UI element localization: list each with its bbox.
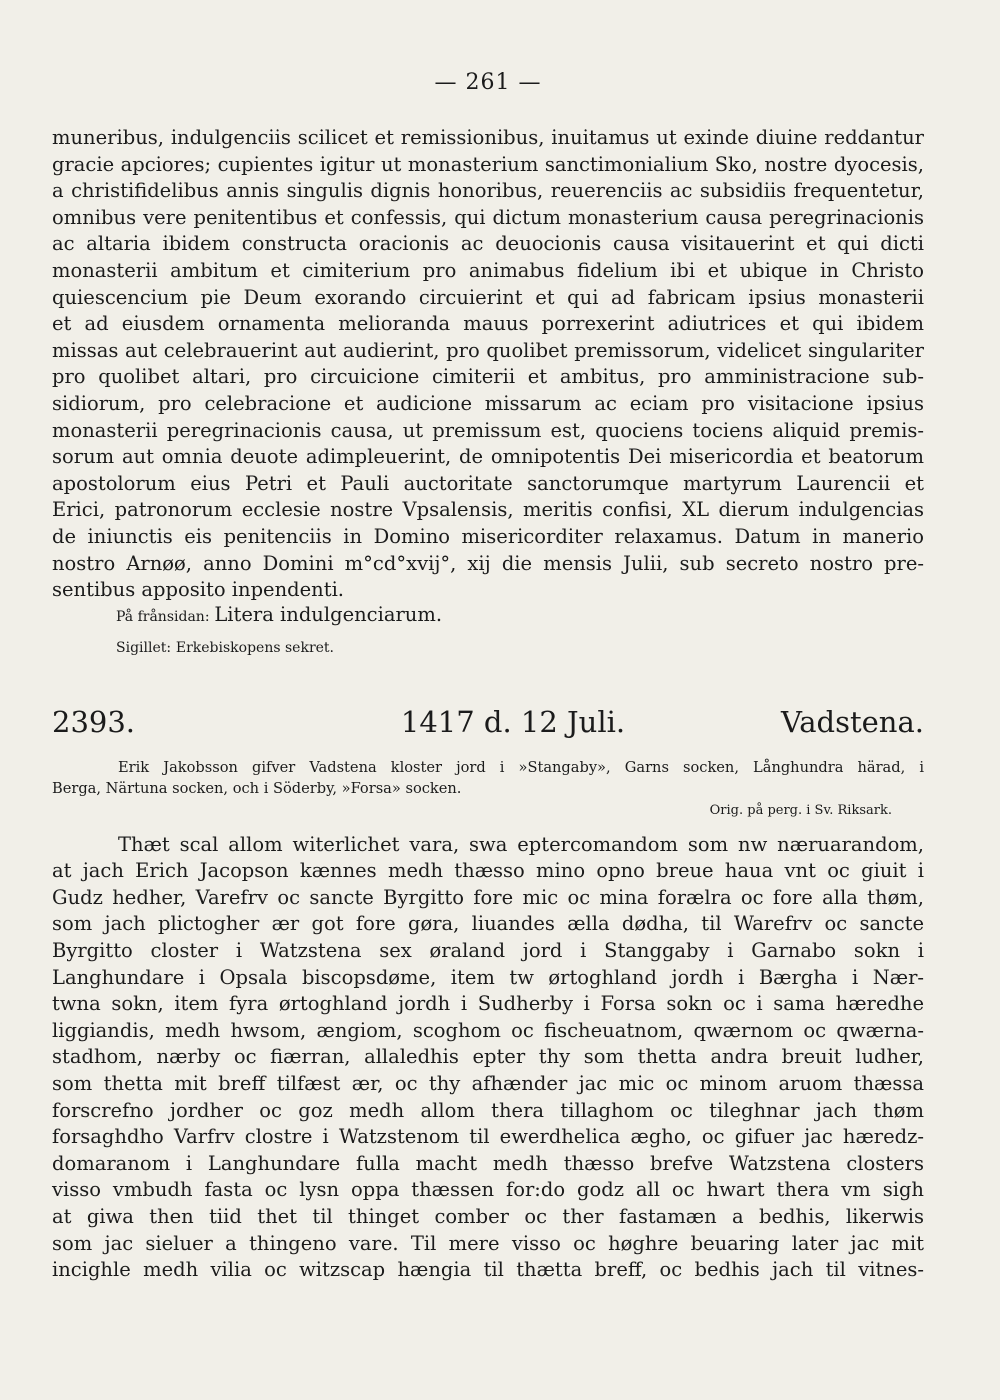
text-line: sidiorum, pro celebracione et audicione missarum ac eciam pro visitacione ipsius [52, 391, 924, 415]
text-line: twna sokn, item fyra ørtoghland jordh i Sudherby i Forsa sokn oc i sama hæredhe [52, 992, 924, 1016]
text-line: som thetta mit breff tilfæst ær, oc thy afhænder jac mic oc minom aruom thæssa [52, 1072, 924, 1096]
text-line: apostolorum eius Petri et Pauli auctoritate sanctorumque martyrum Laurencii et [52, 471, 924, 495]
text-line: at jach Erich Jacopson kænnes medh thæsso mino opno breue haua vnt oc giuit i [52, 859, 924, 883]
seal-label: Sigillet: [116, 639, 172, 656]
text-line: nostro Arnøø, anno Domini m°cd°xvij°, xij die mensis Julii, sub secreto nostro pre- [52, 551, 924, 575]
text-line: at giwa then tiid thet til thinget comber oc ther fastamæn a bedhis, likerwis [52, 1205, 924, 1228]
text-line: quiescencium pie Deum exorando circuierint et qui ad fabricam ipsius monasterii [52, 285, 924, 309]
text-line: sorum aut omnia deuote adimpleuerint, de omnipotentis Dei misericordia et beatorum [52, 445, 924, 469]
text-line: de iniunctis eis penitenciis in Domino misericorditer relaxamus. Datum in manerio [52, 524, 924, 548]
text-line: monasterii peregrinacionis causa, ut premissum est, quociens tociens aliquid premis- [52, 418, 924, 442]
document-date: 1417 d. 12 Juli. [400, 704, 626, 739]
text-line: sentibus apposito inpendenti. [52, 578, 345, 602]
page [52, 70, 924, 1284]
document-number: 2393. [52, 704, 136, 739]
text-line: omnibus vere penitentibus et confessis, qui dictum monasterium causa peregrinacionis [52, 205, 924, 229]
text-line: liggiandis, medh hwsom, ængiom, scoghom oc fischeuatnom, qwærnom oc qwærna- [52, 1018, 924, 1042]
text-line: domaranom i Langhundare fulla macht medh thæsso brefve Watzstena closters [52, 1151, 924, 1175]
text-line: incighle medh vilia oc witzscap hængia til thætta breff, oc bedhis jach til vitnes- [52, 1258, 924, 1282]
previous-document-text [52, 125, 924, 604]
document-heading [52, 705, 924, 739]
text-line: som jach plictogher ær got fore gøra, liuandes ælla dødha, til Warefrv oc sancte [52, 912, 924, 936]
document-place: Vadstena. [780, 704, 924, 739]
reverse-note [116, 604, 924, 628]
text-line: visso vmbudh fasta oc lysn oppa thæssen for:do godz all oc hwart thera vm sigh [52, 1178, 924, 1202]
summary-line: Erik Jakobsson gifver Vadstena kloster jord i »Stangaby», Garns socken, Långhundra härad, i [118, 758, 924, 776]
text-line: Byrgitto closter i Watzstena sex øraland jord i Stanggaby i Garnabo sokn i [52, 939, 924, 963]
text-line: Langhundare i Opsala biscopsdøme, item tw ørtoghland jordh i Bærgha i Nær- [52, 965, 924, 989]
summary-line: Berga, Närtuna socken, och i Söderby, »Forsa» socken. [52, 779, 462, 797]
reverse-text: Litera indulgenciarum. [214, 602, 443, 626]
text-line: gracie apciores; cupientes igitur ut monasterium sanctimonialium Sko, nostre dyocesis, [52, 152, 924, 176]
seal-text: Erkebiskopens sekret. [175, 639, 334, 656]
document-summary [52, 757, 924, 799]
text-line: a christifidelibus annis singulis dignis honoribus, reuerenciis ac subsidiis frequentetur, [52, 179, 924, 203]
text-line: ac altaria ibidem constructa oracionis ac deuocionis causa visitauerint et qui dicti [52, 232, 924, 256]
text-line: muneribus, indulgenciis scilicet et remissionibus, inuitamus ut exinde diuine reddantur [52, 126, 924, 149]
source-reference: Orig. på perg. i Sv. Riksark. [709, 802, 892, 818]
text-line: som jac sieluer a thingeno vare. Til mere visso oc høghre beuaring later jac mit [52, 1231, 924, 1255]
text-line: Erici, patronorum ecclesie nostre Vpsalensis, meritis confisi, XL dierum indulgencias [52, 498, 924, 522]
text-line: et ad eiusdem ornamenta melioranda mauus porrexerint adiutrices et qui ibidem [52, 312, 924, 336]
text-line: stadhom, nærby oc fiærran, allaledhis epter thy som thetta andra breuit ludher, [52, 1045, 924, 1069]
document-text [52, 832, 924, 1284]
text-line: Gudz hedher, Varefrv oc sancte Byrgitto fore mic oc mina forælra oc fore alla thøm, [52, 885, 924, 909]
text-line: forscrefno jordher oc goz medh allom thera tillaghom oc tileghnar jach thøm [52, 1098, 924, 1122]
text-line: pro quolibet altari, pro circuicione cimiterii et ambitus, pro amministracione sub- [52, 365, 924, 389]
reverse-label: På frånsidan: [116, 608, 210, 625]
seal-note [116, 636, 924, 659]
text-line: monasterii ambitum et cimiterium pro animabus fidelium ibi et ubique in Christo [52, 258, 924, 282]
page-number: — 261 — [434, 70, 542, 95]
text-line: forsaghdho Varfrv clostre i Watzstenom til ewerdhelica ægho, oc gifuer jac hæredz- [52, 1125, 924, 1149]
text-line: missas aut celebrauerint aut audierint, pro quolibet premissorum, videlicet singulariter [52, 338, 924, 362]
text-line: Thæt scal allom witerlichet vara, swa eptercomandom som nw næruarandom, [118, 832, 924, 856]
